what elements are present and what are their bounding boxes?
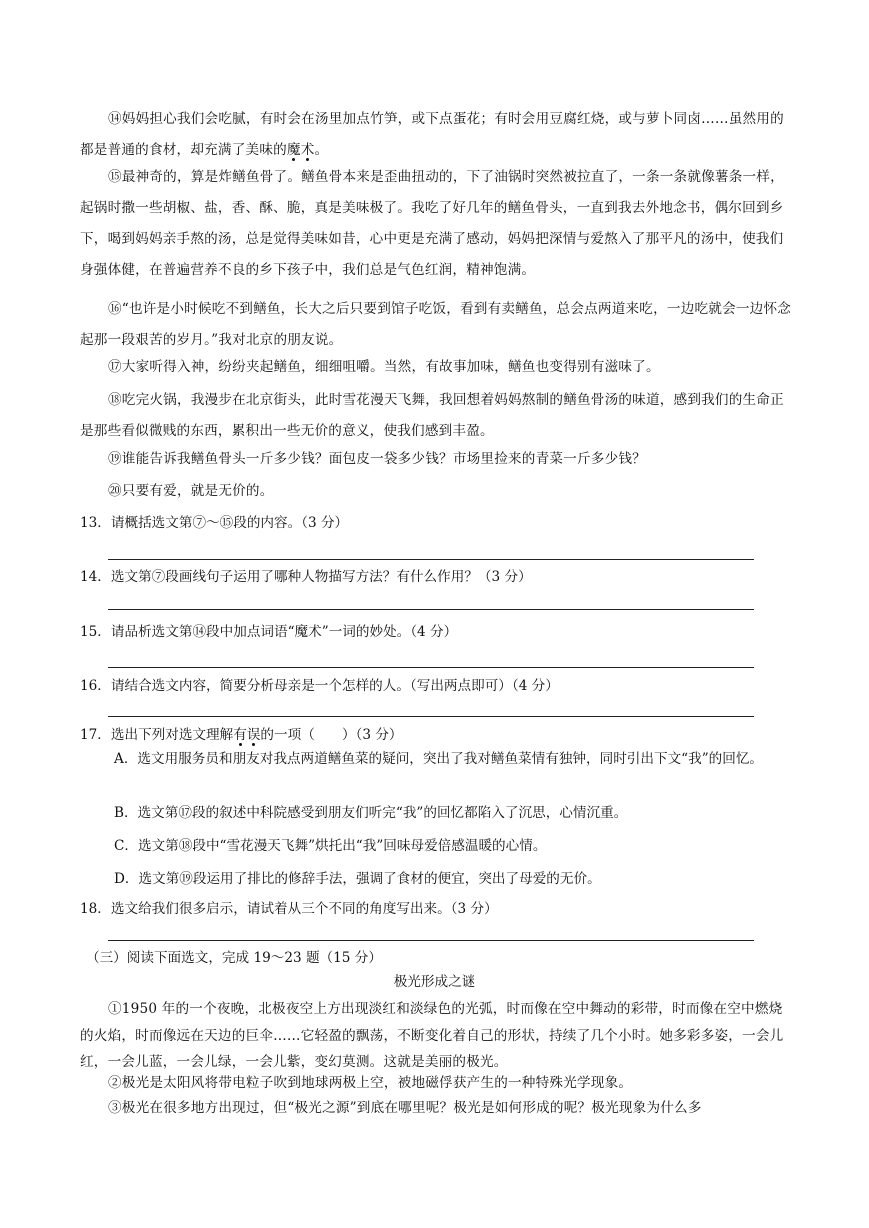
article-title: 极光形成之谜 (393, 974, 476, 990)
answer-line-15[interactable] (108, 667, 754, 668)
emphasis-dot-char: 魔 (286, 142, 301, 158)
paragraph-16: ⑯“也许是小时候吃不到鳝鱼，长大之后只要到馆子吃饭，看到有卖鳝鱼，总会点两道来吃，一边吃就会一边怀念起那一段艰苦的岁月。”我对北京的朋友说。 (80, 301, 792, 348)
question-17-text: 17．选出下列对选文理解 (80, 727, 234, 743)
question-14: 14．选文第⑦段画线句子运用了哪种人物描写方法？有什么作用？（3 分） (80, 569, 532, 585)
paragraph-14-end: 。 (314, 142, 329, 158)
question-17 (80, 724, 792, 746)
paragraph-17: ⑰大家听得入神，纷纷夹起鳝鱼，细细咀嚼。当然，有故事加味，鳝鱼也变得别有滋味了。 (108, 359, 660, 375)
option-a[interactable]: A．选文用服务员和朋友对我点两道鳝鱼菜的疑问，突出了我对鳝鱼菜情有独钟，同时引出下文“我”的回忆。 (114, 751, 764, 767)
answer-line-16[interactable] (108, 716, 754, 717)
emphasis-dot-char: 术 (300, 142, 315, 158)
paragraph-19: ⑲谁能告诉我鳝鱼骨头一斤多少钱？面包皮一袋多少钱？市场里捡来的青菜一斤多少钱？ (108, 451, 646, 467)
answer-line-13[interactable] (108, 559, 754, 560)
section-3-paragraph-1: ①1950 年的一个夜晚，北极夜空上方出现淡红和淡绿色的光弧，时而像在空中舞动的彩带，时而像在空中燃烧的火焰，时而像远在天边的巨伞……它轻盈的飘荡，不断变化着自己的形状，持续了几个小时。她多彩多姿，一会儿红，一会儿蓝，一会儿绿，一会儿紫，变幻莫测。这就是美丽的极光。 (80, 1001, 784, 1070)
paragraph-14 (80, 104, 792, 166)
question-18: 18．选文给我们很多启示，请试着从三个不同的角度写出来。（3 分） (80, 901, 498, 917)
paragraph-18: ⑱吃完火锅，我漫步在北京街头，此时雪花漫天飞舞，我回想着妈妈熬制的鳝鱼骨汤的味道，感到我们的生命正是那些看似微贱的东西，累积出一些无价的意义，使我们感到丰盈。 (80, 392, 784, 439)
emphasis-dot-char: 有 (233, 727, 247, 743)
question-13: 13．请概括选文第⑦～⑮段的内容。（3 分） (80, 515, 349, 531)
question-15: 15．请品析选文第⑭段中加点词语“魔术”一词的妙处。（4 分） (80, 624, 458, 640)
option-c[interactable]: C．选文第⑱段中“雪花漫天飞舞”烘托出“我”回味母爱倍感温暖的心情。 (114, 838, 547, 854)
paragraph-15: ⑮最神奇的，算是炸鳝鱼骨了。鳝鱼骨本来是歪曲扭动的，下了油锅时突然被拉直了，一条一条就像薯条一样，起锅时撒一些胡椒、盐，香、酥、脆，真是美味极了。我吃了好几年的鳝鱼骨头，一直到我去外地念书，偶尔回到乡下，喝到妈妈亲手熬的汤，总是觉得美味如昔，心中更是充满了感动，妈妈把深情与爱熬入了那平凡的汤中，使我们身强体健，在普遍营养不良的乡下孩子中，我们总是气色红润，精神饱满。 (80, 169, 784, 278)
answer-line-18[interactable] (108, 940, 754, 941)
option-d[interactable]: D．选文第⑲段运用了排比的修辞手法，强调了食材的便宜，突出了母爱的无价。 (114, 871, 601, 887)
question-16: 16．请结合选文内容，简要分析母亲是一个怎样的人。（写出两点即可）（4 分） (80, 678, 559, 694)
section-3-paragraph-2: ②极光是太阳风将带电粒子吹到地球两极上空，被地磁俘获产生的一种特殊光学现象。 (108, 1075, 633, 1091)
option-b[interactable]: B．选文第⑰段的叙述中科院感受到朋友们听完“我”的回忆都陷入了沉思，心情沉重。 (114, 805, 628, 821)
answer-line-14[interactable] (108, 609, 754, 610)
section-3-heading: （三）阅读下面选文，完成 19～23 题（15 分） (86, 950, 382, 966)
section-3-paragraph-3: ③极光在很多地方出现过，但“极光之源”到底在哪里呢？极光是如何形成的呢？极光现象为什么多 (108, 1100, 702, 1116)
question-17-text-end: 的一项（ ）（3 分） (260, 727, 403, 743)
emphasis-dot-char: 误 (246, 727, 261, 743)
paragraph-20: ⑳只要有爱，就是无价的。 (108, 483, 274, 499)
paragraph-14-text: ⑭妈妈担心我们会吃腻，有时会在汤里加点竹笋，或下点蛋花；有时会用豆腐红烧，或与萝卜同卤……虽然用的都是普通的食材，却充满了美味的 (80, 111, 784, 158)
